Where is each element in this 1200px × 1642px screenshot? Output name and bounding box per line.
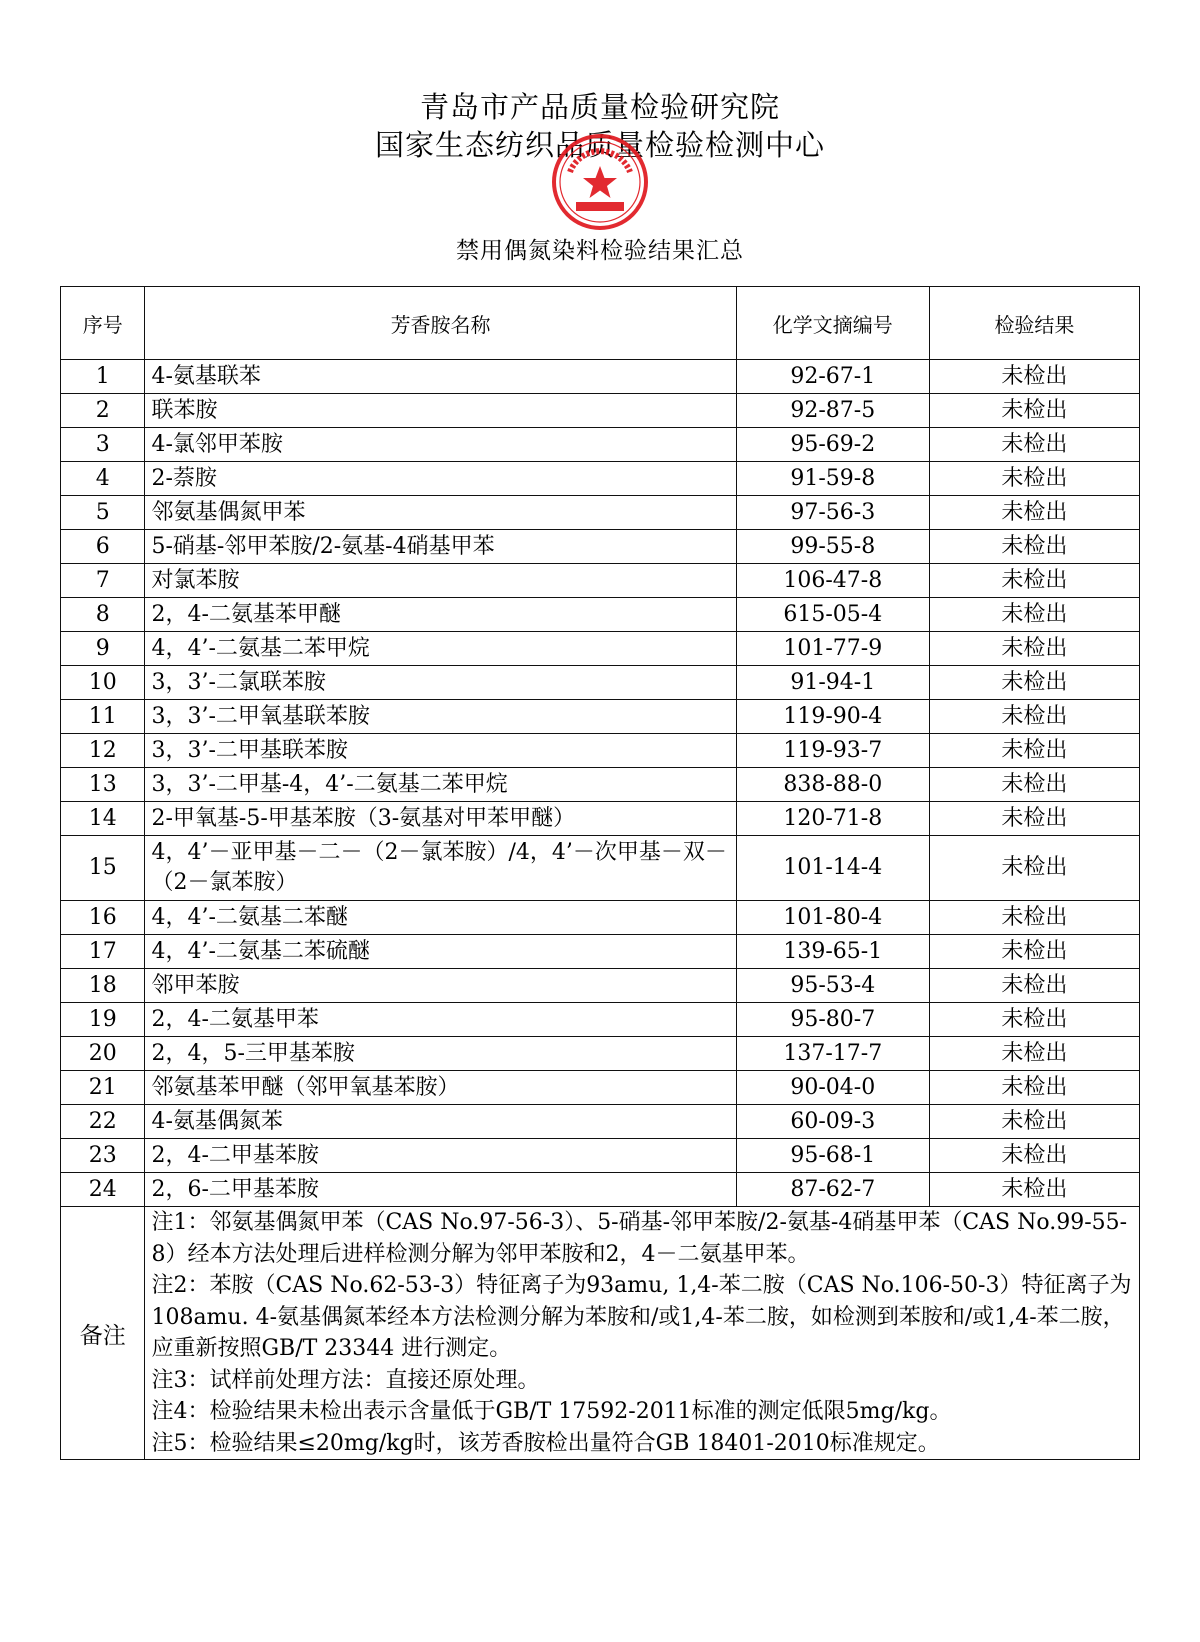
cas-number: 838-88-0	[736, 768, 929, 802]
cas-number: 101-14-4	[736, 836, 929, 901]
cas-number: 95-69-2	[736, 428, 929, 462]
amine-name: 2-甲氧基-5-甲基苯胺（3-氨基对甲苯甲醚）	[145, 802, 736, 836]
note-1: 注1：邻氨基偶氮甲苯（CAS No.97-56-3）、5-硝基-邻甲苯胺/2-氨基-4硝基甲苯（CAS No.99-55-8）经本方法处理后进样检测分解为邻甲苯胺和2，4－二氨基甲苯。	[151, 1210, 1128, 1267]
amine-name: 2，6-二甲基苯胺	[145, 1173, 736, 1207]
row-number: 12	[61, 734, 145, 768]
cas-number: 95-80-7	[736, 1003, 929, 1037]
table-row	[61, 836, 1140, 901]
amine-name: 2，4-二甲基苯胺	[145, 1139, 736, 1173]
amine-name: 4-氯邻甲苯胺	[145, 428, 736, 462]
table-row	[61, 969, 1140, 1003]
row-number: 17	[61, 935, 145, 969]
row-number: 10	[61, 666, 145, 700]
table-row	[61, 394, 1140, 428]
notes-row	[61, 1207, 1140, 1460]
table-row	[61, 1139, 1140, 1173]
test-result: 未检出	[929, 360, 1139, 394]
amine-name: 3，3’-二甲基联苯胺	[145, 734, 736, 768]
cas-number: 99-55-8	[736, 530, 929, 564]
column-header-result: 检验结果	[929, 287, 1139, 360]
amine-name: 4，4’-二氨基二苯硫醚	[145, 935, 736, 969]
amine-name: 对氯苯胺	[145, 564, 736, 598]
results-table	[60, 286, 1140, 1460]
table-row	[61, 496, 1140, 530]
row-number: 4	[61, 462, 145, 496]
table-row	[61, 768, 1140, 802]
amine-name: 4-氨基联苯	[145, 360, 736, 394]
note-3: 注3：试样前处理方法：直接还原处理。	[151, 1367, 540, 1393]
cas-number: 91-94-1	[736, 666, 929, 700]
cas-number: 101-77-9	[736, 632, 929, 666]
table-row	[61, 1173, 1140, 1207]
cas-number: 119-93-7	[736, 734, 929, 768]
table-row	[61, 632, 1140, 666]
notes-label: 备注	[61, 1207, 145, 1460]
cas-number: 95-68-1	[736, 1139, 929, 1173]
row-number: 16	[61, 901, 145, 935]
test-result: 未检出	[929, 530, 1139, 564]
test-result: 未检出	[929, 1003, 1139, 1037]
cas-number: 615-05-4	[736, 598, 929, 632]
center-title: 国家生态纺织品质量检验检测中心	[374, 128, 825, 162]
note-5: 注5：检验结果≤20mg/kg时，该芳香胺检出量符合GB 18401-2010标准规定。	[151, 1430, 940, 1456]
table-row	[61, 1003, 1140, 1037]
test-result: 未检出	[929, 462, 1139, 496]
cas-number: 101-80-4	[736, 901, 929, 935]
test-result: 未检出	[929, 836, 1139, 901]
test-result: 未检出	[929, 935, 1139, 969]
row-number: 22	[61, 1105, 145, 1139]
test-result: 未检出	[929, 734, 1139, 768]
row-number: 11	[61, 700, 145, 734]
row-number: 9	[61, 632, 145, 666]
test-result: 未检出	[929, 632, 1139, 666]
amine-name: 邻氨基偶氮甲苯	[145, 496, 736, 530]
column-header-no: 序号	[61, 287, 145, 360]
row-number: 23	[61, 1139, 145, 1173]
row-number: 8	[61, 598, 145, 632]
table-row	[61, 428, 1140, 462]
table-row	[61, 530, 1140, 564]
table-row	[61, 734, 1140, 768]
amine-name: 3，3’-二甲氧基联苯胺	[145, 700, 736, 734]
test-result: 未检出	[929, 901, 1139, 935]
test-result: 未检出	[929, 802, 1139, 836]
row-number: 15	[61, 836, 145, 901]
amine-name: 4，4’-二氨基二苯醚	[145, 901, 736, 935]
cas-number: 137-17-7	[736, 1037, 929, 1071]
test-result: 未检出	[929, 598, 1139, 632]
note-4: 注4：检验结果未检出表示含量低于GB/T 17592-2011标准的测定低限5mg/kg。	[151, 1399, 952, 1424]
amine-name: 3，3’-二甲基-4，4’-二氨基二苯甲烷	[145, 768, 736, 802]
amine-name: 2-萘胺	[145, 462, 736, 496]
table-row	[61, 1071, 1140, 1105]
amine-name: 邻甲苯胺	[145, 969, 736, 1003]
row-number: 21	[61, 1071, 145, 1105]
row-number: 7	[61, 564, 145, 598]
amine-name: 4-氨基偶氮苯	[145, 1105, 736, 1139]
cas-number: 87-62-7	[736, 1173, 929, 1207]
cas-number: 92-67-1	[736, 360, 929, 394]
row-number: 3	[61, 428, 145, 462]
notes-body	[145, 1207, 1140, 1460]
test-result: 未检出	[929, 969, 1139, 1003]
table-row	[61, 1037, 1140, 1071]
test-result: 未检出	[929, 1173, 1139, 1207]
cas-number: 139-65-1	[736, 935, 929, 969]
amine-name: 2，4，5-三甲基苯胺	[145, 1037, 736, 1071]
test-result: 未检出	[929, 1139, 1139, 1173]
note-2: 注2：苯胺（CAS No.62-53-3）特征离子为93amu, 1,4-苯二胺（CAS No.106-50-3）特征离子为108amu. 4-氨基偶氮苯经本方法检测分解为苯胺和/或1,4-苯二胺，如检测到苯胺和/或1,4-苯二胺，应重新按照GB/T 23344 进行测定。	[151, 1273, 1132, 1361]
test-result: 未检出	[929, 768, 1139, 802]
amine-name: 联苯胺	[145, 394, 736, 428]
row-number: 2	[61, 394, 145, 428]
test-result: 未检出	[929, 496, 1139, 530]
table-row	[61, 901, 1140, 935]
amine-name: 邻氨基苯甲醚（邻甲氧基苯胺）	[145, 1071, 736, 1105]
amine-name: 4，4’－亚甲基－二－（2－氯苯胺）/4，4’－次甲基－双－（2－氯苯胺）	[145, 836, 736, 901]
cas-number: 90-04-0	[736, 1071, 929, 1105]
table-body	[61, 360, 1140, 1207]
cas-number: 119-90-4	[736, 700, 929, 734]
amine-name: 2，4-二氨基甲苯	[145, 1003, 736, 1037]
table-row	[61, 462, 1140, 496]
table-row	[61, 598, 1140, 632]
amine-name: 3，3’-二氯联苯胺	[145, 666, 736, 700]
table-header-row	[61, 287, 1140, 360]
table-row	[61, 802, 1140, 836]
table-row	[61, 666, 1140, 700]
test-result: 未检出	[929, 1105, 1139, 1139]
table-row	[61, 360, 1140, 394]
row-number: 1	[61, 360, 145, 394]
cas-number: 91-59-8	[736, 462, 929, 496]
row-number: 13	[61, 768, 145, 802]
row-number: 19	[61, 1003, 145, 1037]
table-row	[61, 1105, 1140, 1139]
column-header-name: 芳香胺名称	[145, 287, 736, 360]
test-result: 未检出	[929, 1071, 1139, 1105]
row-number: 18	[61, 969, 145, 1003]
table-row	[61, 935, 1140, 969]
test-result: 未检出	[929, 564, 1139, 598]
cas-number: 92-87-5	[736, 394, 929, 428]
report-subtitle: 禁用偶氮染料检验结果汇总	[456, 238, 744, 264]
test-result: 未检出	[929, 1037, 1139, 1071]
table-row	[61, 564, 1140, 598]
test-result: 未检出	[929, 700, 1139, 734]
column-header-cas: 化学文摘编号	[736, 287, 929, 360]
row-number: 6	[61, 530, 145, 564]
cas-number: 60-09-3	[736, 1105, 929, 1139]
test-result: 未检出	[929, 394, 1139, 428]
test-result: 未检出	[929, 428, 1139, 462]
cas-number: 95-53-4	[736, 969, 929, 1003]
row-number: 5	[61, 496, 145, 530]
cas-number: 97-56-3	[736, 496, 929, 530]
amine-name: 4，4’-二氨基二苯甲烷	[145, 632, 736, 666]
table-row	[61, 700, 1140, 734]
cas-number: 106-47-8	[736, 564, 929, 598]
institute-title: 青岛市产品质量检验研究院	[419, 90, 780, 124]
official-seal-icon	[550, 132, 650, 232]
test-result: 未检出	[929, 666, 1139, 700]
cas-number: 120-71-8	[736, 802, 929, 836]
row-number: 14	[61, 802, 145, 836]
row-number: 20	[61, 1037, 145, 1071]
amine-name: 5-硝基-邻甲苯胺/2-氨基-4硝基甲苯	[145, 530, 736, 564]
row-number: 24	[61, 1173, 145, 1207]
amine-name: 2，4-二氨基苯甲醚	[145, 598, 736, 632]
